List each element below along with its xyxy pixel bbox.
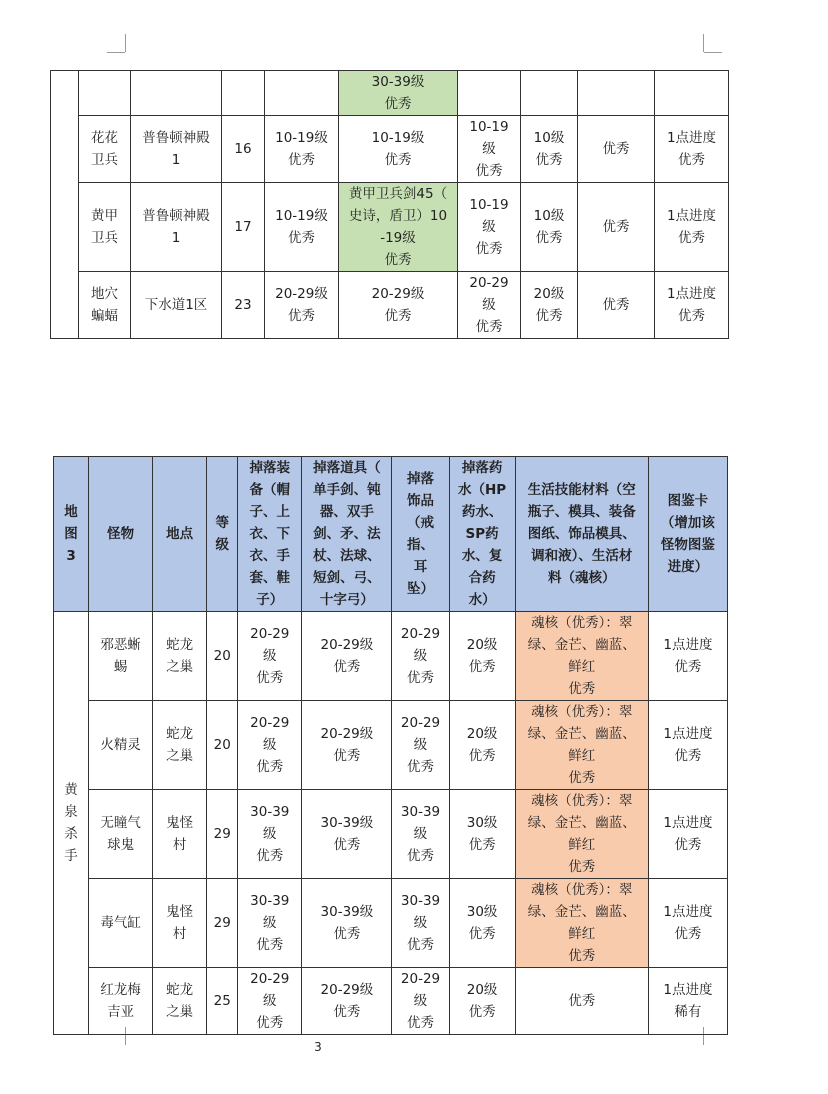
table2-header-row: [54, 457, 728, 612]
cell-monster: 邪恶蜥 蜴: [89, 612, 153, 701]
cell-life: 魂核（优秀）：翠 绿、金芒、幽蓝、 鲜红 优秀: [515, 879, 648, 968]
cell-accessory: 20-29 级 优秀: [392, 701, 449, 790]
header-tool-drop: 掉落道具（ 单手剑、钝 器、双手 剑、矛、法 杖、法球、 短剑、弓、 十字弓）: [302, 457, 392, 612]
cell-tool: 30-39级 优秀: [302, 790, 392, 879]
cell-card: 1点进度 优秀: [655, 272, 729, 339]
cell-location: [131, 71, 222, 116]
cell-equip: 10-19级 优秀: [265, 116, 339, 183]
header-codex-card: 图鉴卡 （增加该 怪物图鉴 进度）: [648, 457, 727, 612]
cell-monster: 红龙梅 吉亚: [89, 968, 153, 1035]
cell-monster: 黄甲 卫兵: [79, 183, 131, 272]
header-location: 地点: [153, 457, 207, 612]
cell-accessory: 20-29 级 优秀: [392, 612, 449, 701]
cell-location: 普鲁顿神殿 1: [131, 183, 222, 272]
header-level: 等 级: [207, 457, 238, 612]
crop-mark-top-left-v: [125, 34, 126, 52]
header-equip-drop: 掉落装 备（帽 子、上 衣、下 衣、手 套、鞋 子）: [238, 457, 302, 612]
cell-level: 16: [222, 116, 265, 183]
cell-potion: 20级 优秀: [449, 612, 515, 701]
header-accessory-drop: 掉落 饰品 （戒 指、 耳 坠）: [392, 457, 449, 612]
cell-life: 优秀: [578, 183, 655, 272]
cell-equip: 10-19级 优秀: [265, 183, 339, 272]
table-row: [51, 272, 729, 339]
cell-accessory: 30-39 级 优秀: [392, 879, 449, 968]
table-row: [54, 790, 728, 879]
cell-level: 23: [222, 272, 265, 339]
cell-location: 鬼怪 村: [153, 879, 207, 968]
cell-accessory: 10-19 级 优秀: [458, 183, 521, 272]
cell-location: 蛇龙 之巢: [153, 968, 207, 1035]
cell-monster: [79, 71, 131, 116]
cell-equip: 30-39 级 优秀: [238, 879, 302, 968]
cell-potion: 30级 优秀: [449, 879, 515, 968]
monster-drop-table-continued: [50, 70, 729, 339]
cell-life: 魂核（优秀）：翠 绿、金芒、幽蓝、 鲜红 优秀: [515, 612, 648, 701]
cell-card: 1点进度 优秀: [648, 790, 727, 879]
cell-level: 20: [207, 701, 238, 790]
cell-life: 优秀: [578, 272, 655, 339]
header-life-materials: 生活技能材料（空 瓶子、模具、装备 图纸、饰品模具、 调和液）、生活材 料（魂核）: [515, 457, 648, 612]
cell-potion: 10级 优秀: [521, 116, 578, 183]
crop-mark-top-left-h: [107, 52, 125, 53]
cell-potion: 30级 优秀: [449, 790, 515, 879]
group-label: 黄 泉 杀 手: [54, 612, 89, 1035]
map3-monster-drop-table: [53, 456, 728, 1035]
cell-potion: 10级 优秀: [521, 183, 578, 272]
cell-tool: 30-39级 优秀: [339, 71, 458, 116]
cell-life: 魂核（优秀）：翠 绿、金芒、幽蓝、 鲜红 优秀: [515, 701, 648, 790]
cell-equip: 20-29 级 优秀: [238, 701, 302, 790]
table-row: [54, 701, 728, 790]
cell-level: 17: [222, 183, 265, 272]
cell-life: 优秀: [578, 116, 655, 183]
header-map: 地 图 3: [54, 457, 89, 612]
cell-accessory: 30-39 级 优秀: [392, 790, 449, 879]
cell-location: 普鲁顿神殿 1: [131, 116, 222, 183]
cell-tool: 10-19级 优秀: [339, 116, 458, 183]
table1-body: [51, 71, 729, 339]
cell-tool: 20-29级 优秀: [302, 612, 392, 701]
table-row: [54, 968, 728, 1035]
cell-location: 下水道1区: [131, 272, 222, 339]
cell-monster: 无瞳气 球鬼: [89, 790, 153, 879]
cell-accessory: [458, 71, 521, 116]
cell-location: 蛇龙 之巢: [153, 701, 207, 790]
cell-monster: 毒气缸: [89, 879, 153, 968]
cell-life: 优秀: [515, 968, 648, 1035]
cell-life: [578, 71, 655, 116]
table-row: [54, 879, 728, 968]
cell-level: 29: [207, 879, 238, 968]
cell-card: 1点进度 优秀: [655, 183, 729, 272]
cell-tool: 20-29级 优秀: [339, 272, 458, 339]
cell-monster: 花花 卫兵: [79, 116, 131, 183]
cell-card: 1点进度 优秀: [648, 701, 727, 790]
crop-mark-top-right-h: [704, 52, 722, 53]
cell-location: 鬼怪 村: [153, 790, 207, 879]
cell-card: [655, 71, 729, 116]
table-row: [51, 116, 729, 183]
cell-equip: 20-29 级 优秀: [238, 612, 302, 701]
cell-level: [222, 71, 265, 116]
cell-accessory: 20-29 级 优秀: [458, 272, 521, 339]
cell-tool: 黄甲卫兵剑45（ 史诗，盾卫）10 -19级 优秀: [339, 183, 458, 272]
cell-level: 20: [207, 612, 238, 701]
table2-body: [54, 612, 728, 1035]
group-cell: [51, 71, 79, 339]
cell-potion: 20级 优秀: [521, 272, 578, 339]
cell-level: 29: [207, 790, 238, 879]
cell-card: 1点进度 优秀: [648, 612, 727, 701]
cell-card: 1点进度 优秀: [648, 879, 727, 968]
cell-monster: 地穴 蝙蝠: [79, 272, 131, 339]
cell-card: 1点进度 优秀: [655, 116, 729, 183]
cell-equip: 20-29 级 优秀: [238, 968, 302, 1035]
header-monster: 怪物: [89, 457, 153, 612]
cell-tool: 20-29级 优秀: [302, 968, 392, 1035]
cell-monster: 火精灵: [89, 701, 153, 790]
cell-card: 1点进度 稀有: [648, 968, 727, 1035]
cell-equip: [265, 71, 339, 116]
cell-potion: 20级 优秀: [449, 968, 515, 1035]
cell-equip: 20-29级 优秀: [265, 272, 339, 339]
table-row: [54, 612, 728, 701]
page-number: 3: [314, 1040, 322, 1054]
cell-accessory: 10-19 级 优秀: [458, 116, 521, 183]
table-row: [51, 71, 729, 116]
cell-life: 魂核（优秀）：翠 绿、金芒、幽蓝、 鲜红 优秀: [515, 790, 648, 879]
cell-potion: [521, 71, 578, 116]
cell-accessory: 20-29 级 优秀: [392, 968, 449, 1035]
crop-mark-top-right-v: [703, 34, 704, 52]
table-row: [51, 183, 729, 272]
cell-tool: 30-39级 优秀: [302, 879, 392, 968]
cell-location: 蛇龙 之巢: [153, 612, 207, 701]
cell-equip: 30-39 级 优秀: [238, 790, 302, 879]
cell-potion: 20级 优秀: [449, 701, 515, 790]
cell-level: 25: [207, 968, 238, 1035]
header-potion-drop: 掉落药 水（HP 药水、 SP药 水、复 合药 水）: [449, 457, 515, 612]
cell-tool: 20-29级 优秀: [302, 701, 392, 790]
